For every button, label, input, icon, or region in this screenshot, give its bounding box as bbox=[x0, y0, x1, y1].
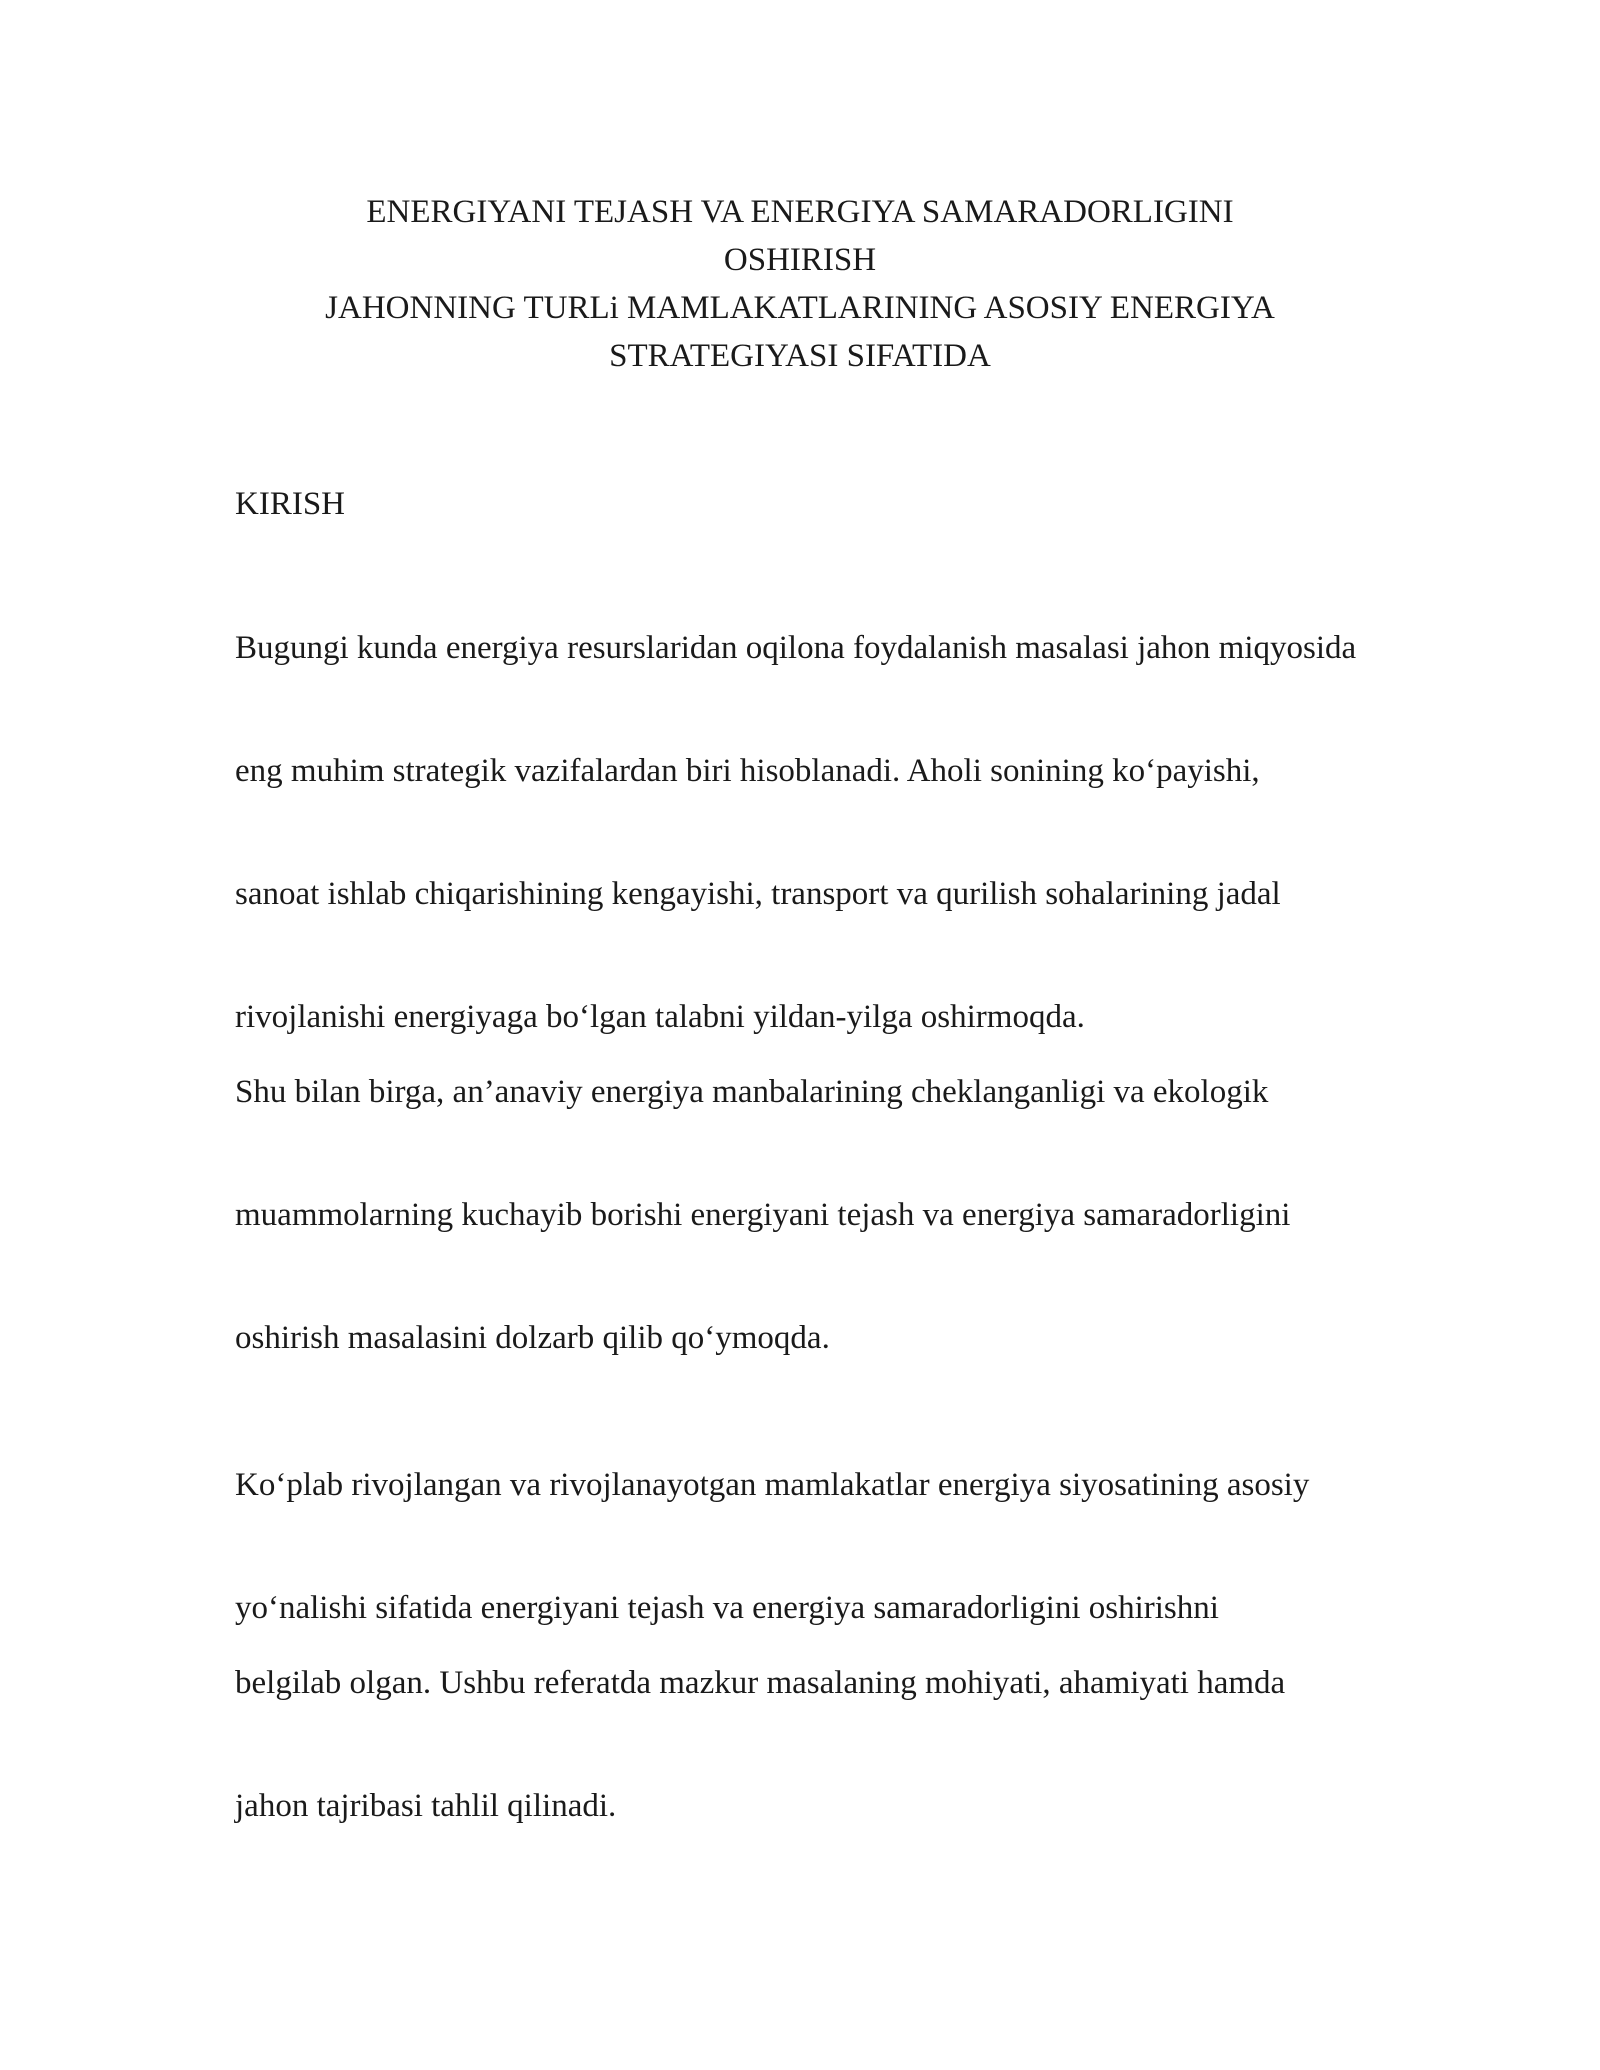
paragraph-line: eng muhim strategik vazifalardan biri hisoblanadi. Aholi sonining ko‘payishi, bbox=[235, 753, 1260, 789]
paragraph-line: rivojlanishi energiyaga bo‘lgan talabni yildan-yilga oshirmoqda. bbox=[235, 999, 1085, 1035]
document-title bbox=[200, 188, 1400, 380]
title-line: ENERGIYANI TEJASH VA ENERGIYA SAMARADORLIGINI bbox=[366, 194, 1234, 230]
title-line: JAHONNING TURLi MAMLAKATLARINING ASOSIY ENERGIYA bbox=[325, 290, 1275, 326]
paragraph-line: sanoat ishlab chiqarishining kengayishi, transport va qurilish sohalarining jadal bbox=[235, 876, 1281, 912]
paragraph-line: belgilab olgan. Ushbu referatda mazkur masalaning mohiyati, ahamiyati hamda bbox=[235, 1665, 1286, 1701]
paragraph-line: yo‘nalishi sifatida energiyani tejash va energiya samaradorligini oshirishni bbox=[235, 1590, 1219, 1626]
title-line: STRATEGIYASI SIFATIDA bbox=[609, 338, 991, 374]
paragraph-line: muammolarning kuchayib borishi energiyani tejash va energiya samaradorligini bbox=[235, 1197, 1291, 1233]
paragraph-line: jahon tajribasi tahlil qilinadi. bbox=[235, 1788, 617, 1824]
title-line: OSHIRISH bbox=[723, 242, 877, 278]
paragraph-line: Shu bilan birga, an’anaviy energiya manbalarining cheklanganligi va ekologik bbox=[235, 1074, 1269, 1110]
paragraph-line: oshirish masalasini dolzarb qilib qo‘ymoqda. bbox=[235, 1320, 830, 1356]
paragraph-line: Bugungi kunda energiya resurslaridan oqilona foydalanish masalasi jahon miqyosida bbox=[235, 630, 1357, 666]
section-heading: KIRISH bbox=[235, 486, 346, 522]
paragraph-line: Ko‘plab rivojlangan va rivojlanayotgan mamlakatlar energiya siyosatining asosiy bbox=[235, 1467, 1310, 1503]
